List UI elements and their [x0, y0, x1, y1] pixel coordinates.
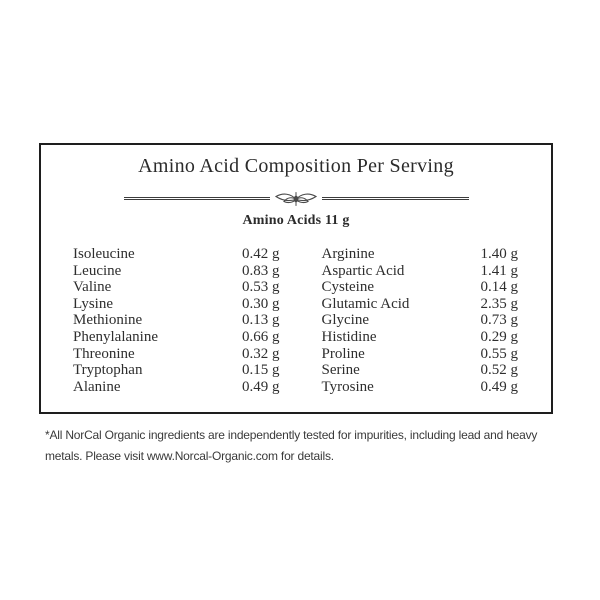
amino-value: 2.35 g: [480, 295, 518, 312]
table-row: [73, 279, 280, 296]
amino-acid-table: [41, 246, 551, 395]
amino-name: Threonine: [73, 345, 135, 362]
table-row: [73, 246, 280, 263]
table-row: [73, 329, 280, 346]
amino-name: Isoleucine: [73, 246, 135, 262]
amino-value: 0.83 g: [242, 262, 280, 279]
amino-value: 0.73 g: [480, 312, 518, 329]
amino-value: 0.55 g: [480, 345, 518, 362]
amino-name: Methionine: [73, 312, 143, 329]
amino-name: Tryptophan: [73, 362, 143, 379]
table-row: [322, 329, 519, 346]
amino-name: Cysteine: [321, 279, 374, 296]
table-row: [73, 346, 280, 363]
table-row: [73, 312, 280, 329]
amino-value: 0.14 g: [480, 279, 518, 296]
table-row: [73, 263, 280, 280]
amino-name: Glutamic Acid: [321, 295, 410, 312]
amino-name: Proline: [321, 345, 365, 362]
amino-name: Tyrosine: [321, 378, 374, 395]
footnote: [45, 425, 537, 466]
amino-name: Phenylalanine: [73, 328, 158, 345]
table-row: [73, 379, 280, 396]
table-row: [322, 279, 519, 296]
table-row: [322, 312, 519, 329]
amino-column-left: [73, 246, 280, 395]
footnote-line: metals. Please visit www.Norcal-Organic.com for details.: [45, 448, 334, 463]
amino-name: Valine: [73, 279, 112, 296]
amino-name: Histidine: [321, 328, 377, 345]
amino-value: 1.41 g: [480, 262, 518, 279]
table-row: [322, 263, 519, 280]
table-row: [73, 362, 280, 379]
amino-label-box: [39, 143, 553, 414]
table-row: [322, 362, 519, 379]
table-row: [73, 296, 280, 313]
footnote-line: *All NorCal Organic ingredients are independently tested for impurities, including lead and heavy: [45, 428, 538, 442]
table-row: [322, 379, 519, 396]
label-subtitle: Amino Acids 11 g: [242, 213, 350, 228]
amino-value: 0.15 g: [242, 362, 280, 379]
amino-name: Serine: [321, 362, 360, 379]
amino-value: 0.29 g: [480, 328, 518, 345]
amino-value: 0.42 g: [242, 246, 280, 262]
amino-value: 0.53 g: [242, 279, 280, 296]
amino-value: 0.30 g: [242, 295, 280, 312]
amino-name: Arginine: [321, 246, 375, 262]
amino-value: 0.52 g: [480, 362, 518, 379]
amino-name: Leucine: [73, 262, 122, 279]
amino-value: 0.32 g: [242, 345, 280, 362]
amino-name: Alanine: [73, 378, 121, 395]
label-title: Amino Acid Composition Per Serving: [138, 155, 454, 177]
floral-flourish-icon: [270, 190, 322, 207]
table-row: [322, 296, 519, 313]
amino-value: 0.49 g: [242, 378, 280, 395]
amino-column-right: [322, 246, 519, 395]
amino-value: 0.13 g: [242, 312, 280, 329]
amino-value: 1.40 g: [480, 246, 518, 262]
table-row: [322, 246, 519, 263]
amino-name: Lysine: [73, 295, 113, 312]
amino-name: Aspartic Acid: [321, 262, 405, 279]
table-row: [322, 346, 519, 363]
amino-value: 0.49 g: [480, 378, 518, 395]
amino-value: 0.66 g: [242, 328, 280, 345]
double-rule-divider: [124, 197, 469, 200]
amino-name: Glycine: [321, 312, 369, 329]
